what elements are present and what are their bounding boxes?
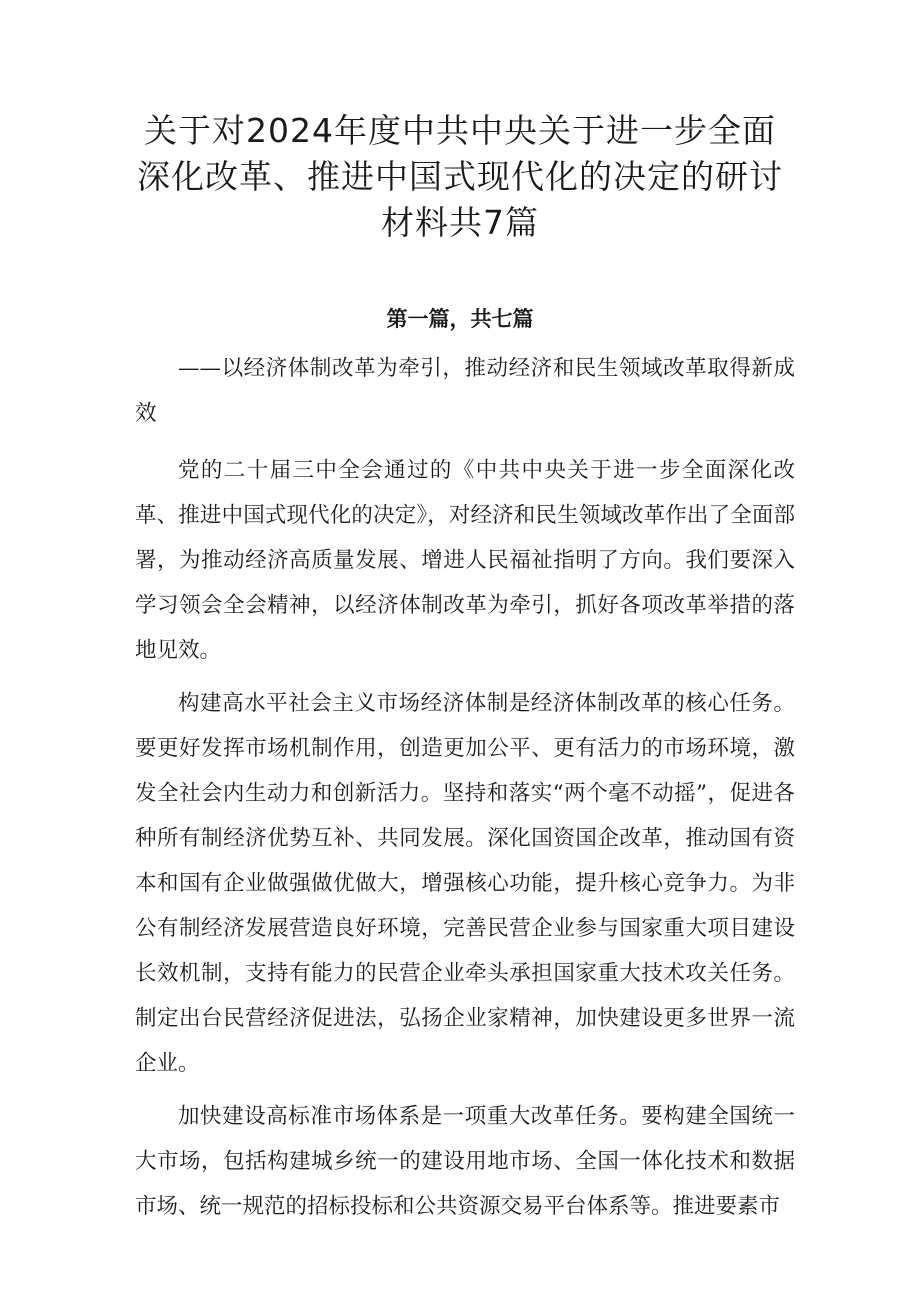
body-text — [135, 346, 795, 1237]
title-line-3: 材料共7篇 — [381, 203, 539, 242]
paragraph-2: 构建高水平社会主义市场经济体制是经济体制改革的核心任务。要更好发挥市场机制作用，创造更加公平、更有活力的市场环境，激发全社会内生动力和创新活力。坚持和落实“两个毫不动摇”，促进各种所有制经济优势互补、共同发展。深化国资国企改革，推动国有资本和国有企业做强做优做大，增强核心功能，提升核心竞争力。为非公有制经济发展营造良好环境，完善民营企业参与国家重大项目建设长效机制，支持有能力的民营企业牵头承担国家重大技术攻关任务。制定出台民营经济促进法，弘扬企业家精神，加快建设更多世界一流企业。 — [135, 691, 795, 1076]
title-line-1: 关于对2024年度中共中央关于进一步全面 — [144, 111, 776, 150]
title-line-2: 深化改革、推进中国式现代化的决定的研讨 — [137, 157, 783, 196]
paragraph-3: 加快建设高标准市场体系是一项重大改革任务。要构建全国统一大市场，包括构建城乡统一的建设用地市场、全国一体化技术和数据市场、统一规范的招标投标和公共资源交易平台体系等。推进要素市 — [135, 1104, 795, 1219]
paragraph-1: 党的二十届三中全会通过的《中共中央关于进一步全面深化改革、推进中国式现代化的决定》，对经济和民生领域改革作出了全面部署，为推动经济高质量发展、增进人民福祉指明了方向。我们要深入学习领会全会精神，以经济体制改革为牵引，抓好各项改革举措的落地见效。 — [135, 458, 795, 663]
chapter-subtitle: ——以经济体制改革为牵引，推动经济和民生领域改革取得新成效 — [135, 356, 795, 426]
chapter-heading: 第一篇，共七篇 — [386, 306, 534, 331]
document-title — [120, 108, 800, 246]
